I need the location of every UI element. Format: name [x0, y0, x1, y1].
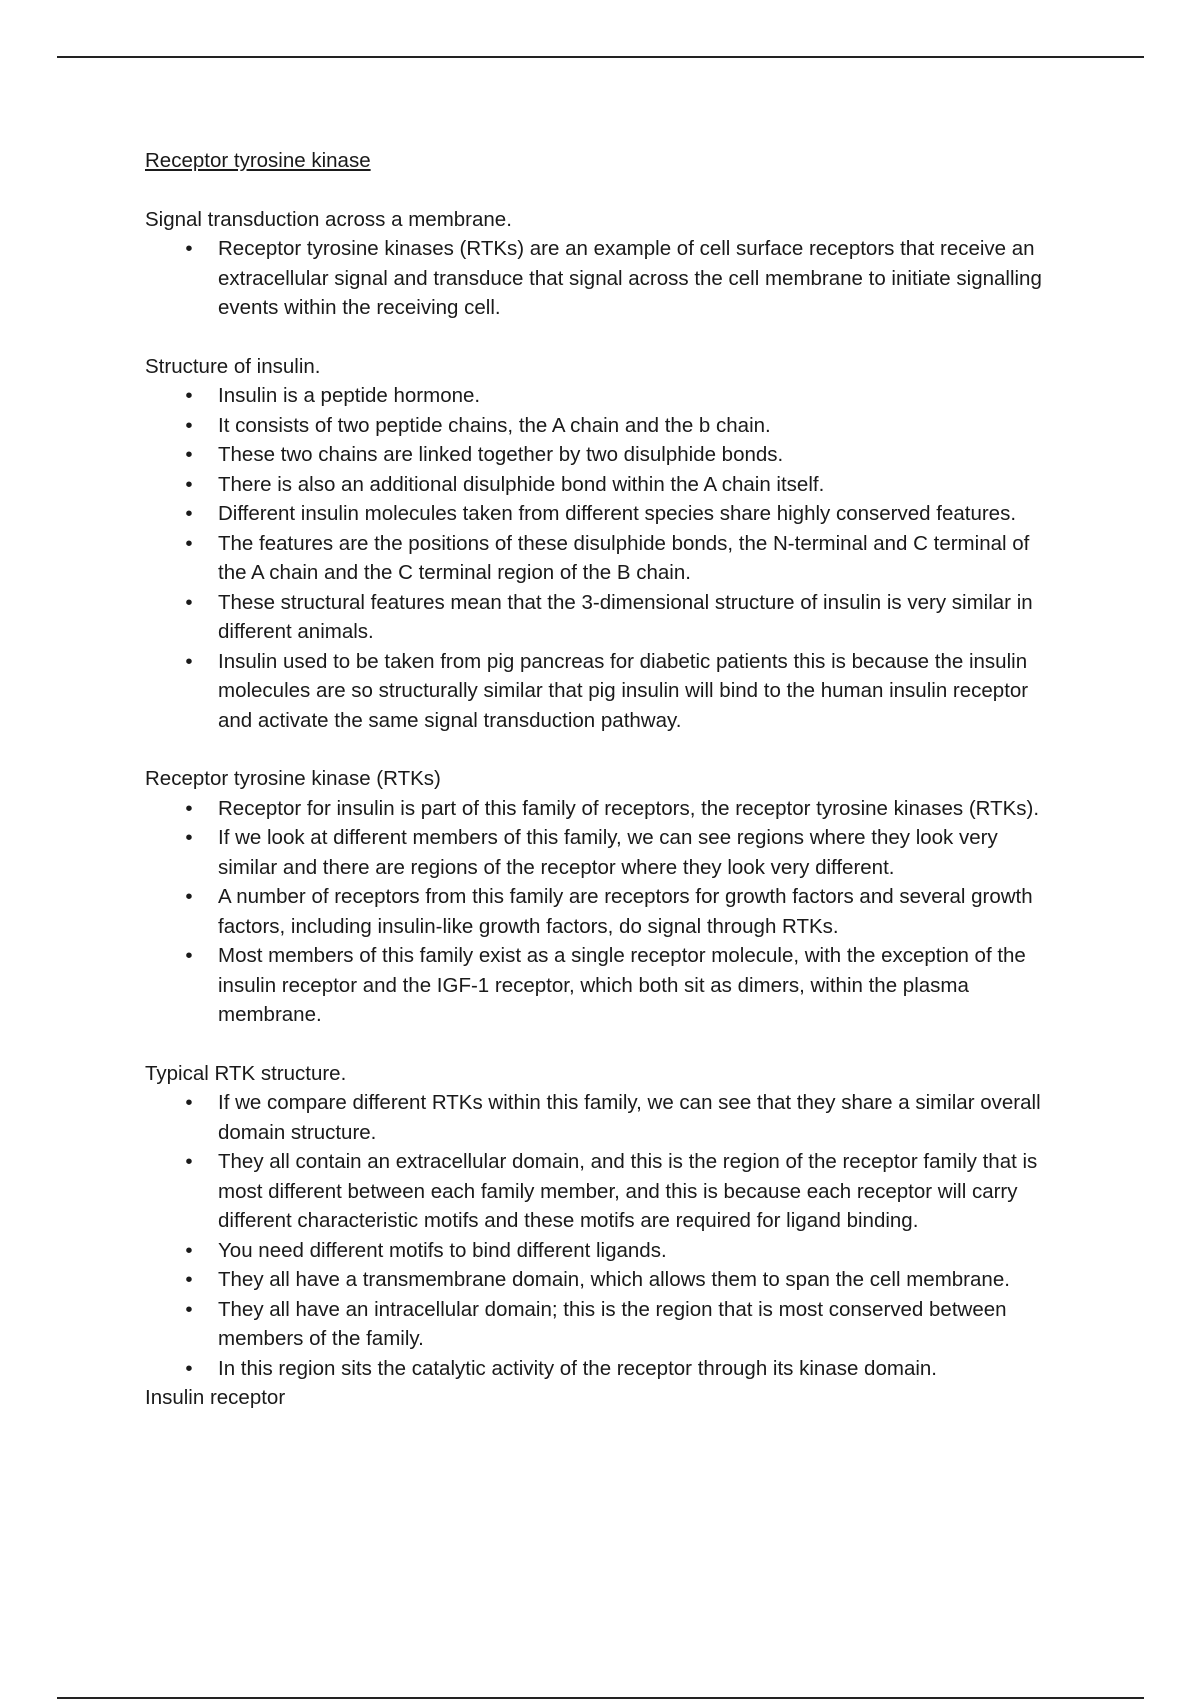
list-item-text: Most members of this family exist as a single receptor molecule, with the exception of the insulin receptor and the IGF-1 receptor, which both sit as dimers, within the plasma membrane. — [218, 944, 1026, 1026]
bullet-icon: • — [185, 237, 193, 260]
section-heading-insulin-receptor: Insulin receptor — [145, 1386, 286, 1409]
list-item — [145, 499, 1060, 529]
bullet-icon: • — [185, 1356, 193, 1380]
list-item-text: These structural features mean that the 3-dimensional structure of insulin is very similar in different animals. — [218, 590, 1033, 643]
list-item — [145, 381, 1060, 411]
list-item-text: Different insulin molecules taken from different species share highly conserved features. — [218, 502, 1017, 525]
list-item-text: Receptor for insulin is part of this family of receptors, the receptor tyrosine kinases (RTKs). — [218, 796, 1040, 820]
bullet-list — [145, 381, 1060, 735]
list-item — [145, 588, 1060, 647]
header-rule — [57, 56, 1144, 58]
list-item-text: These two chains are linked together by two disulphide bonds. — [218, 443, 784, 466]
bullet-icon: • — [185, 590, 193, 614]
list-item — [145, 234, 1060, 323]
bullet-icon: • — [185, 502, 193, 525]
list-item-text: They all have an intracellular domain; this is the region that is most conserved between members of the family. — [218, 1297, 1007, 1350]
bullet-icon: • — [185, 1297, 193, 1321]
bullet-icon: • — [185, 944, 193, 967]
list-item — [145, 1236, 1060, 1266]
list-item-text: They all contain an extracellular domain, and this is the region of the receptor family that is most different between each family member, and this is because each receptor will carry different characteristic motifs and these motifs are required for ligand binding. — [218, 1150, 1038, 1232]
list-item — [145, 1354, 1060, 1384]
list-item — [145, 823, 1060, 882]
list-item-text: If we compare different RTKs within this family, we can see that they share a similar overall domain structure. — [218, 1091, 1041, 1144]
list-item — [145, 440, 1060, 470]
footer-rule — [57, 1697, 1144, 1699]
section-typical-rtk-structure — [145, 1059, 1060, 1384]
list-item-text: They all have a transmembrane domain, which allows them to span the cell membrane. — [218, 1268, 1010, 1291]
bullet-icon: • — [185, 472, 193, 496]
bullet-icon: • — [185, 1150, 193, 1173]
list-item-text: In this region sits the catalytic activity of the receptor through its kinase domain. — [218, 1356, 937, 1380]
section-heading: Receptor tyrosine kinase (RTKs) — [145, 767, 441, 790]
list-item — [145, 1147, 1060, 1236]
bullet-icon: • — [185, 796, 193, 820]
list-item-text: Receptor tyrosine kinases (RTKs) are an example of cell surface receptors that receive an extracellular signal and transduce that signal across the cell membrane to initiate signalling events within the receiving cell. — [218, 237, 1042, 319]
bullet-icon: • — [185, 531, 193, 555]
bullet-icon: • — [185, 1238, 193, 1262]
list-item — [145, 470, 1060, 500]
list-item-text: The features are the positions of these disulphide bonds, the N-terminal and C terminal of the A chain and the C terminal region of the B chain. — [218, 531, 1030, 584]
list-item — [145, 1295, 1060, 1354]
bullet-icon: • — [185, 413, 193, 437]
bullet-list — [145, 794, 1060, 1030]
bullet-list — [145, 234, 1060, 323]
list-item-text: A number of receptors from this family are receptors for growth factors and several growth factors, including insulin-like growth factors, do signal through RTKs. — [218, 885, 1033, 938]
section-structure-of-insulin — [145, 352, 1060, 736]
document-title: Receptor tyrosine kinase — [145, 149, 371, 172]
section-heading: Structure of insulin. — [145, 354, 321, 378]
bullet-icon: • — [185, 649, 193, 673]
bullet-icon: • — [185, 1268, 193, 1291]
section-rtks — [145, 764, 1060, 1030]
document-body — [145, 146, 1060, 1413]
section-heading: Signal transduction across a membrane. — [145, 207, 512, 231]
list-item — [145, 794, 1060, 824]
bullet-icon: • — [185, 443, 193, 466]
list-item — [145, 411, 1060, 441]
bullet-icon: • — [185, 826, 193, 849]
list-item — [145, 1088, 1060, 1147]
list-item — [145, 529, 1060, 588]
list-item-text: You need different motifs to bind different ligands. — [218, 1238, 667, 1262]
list-item-text: It consists of two peptide chains, the A chain and the b chain. — [218, 413, 771, 437]
bullet-list — [145, 1088, 1060, 1383]
list-item-text: Insulin is a peptide hormone. — [218, 384, 481, 407]
bullet-icon: • — [185, 1091, 193, 1114]
section-signal-transduction — [145, 205, 1060, 323]
list-item — [145, 647, 1060, 736]
list-item — [145, 1265, 1060, 1295]
list-item-text: Insulin used to be taken from pig pancreas for diabetic patients this is because the insulin molecules are so structurally similar that pig insulin will bind to the human insulin receptor and activate the same signal transduction pathway. — [218, 649, 1029, 732]
bullet-icon: • — [185, 384, 193, 407]
section-heading: Typical RTK structure. — [145, 1061, 347, 1085]
list-item-text: There is also an additional disulphide bond within the A chain itself. — [218, 472, 825, 496]
list-item — [145, 941, 1060, 1030]
list-item — [145, 882, 1060, 941]
list-item-text: If we look at different members of this family, we can see regions where they look very similar and there are regions of the receptor where they look very different. — [218, 826, 998, 879]
bullet-icon: • — [185, 885, 193, 908]
